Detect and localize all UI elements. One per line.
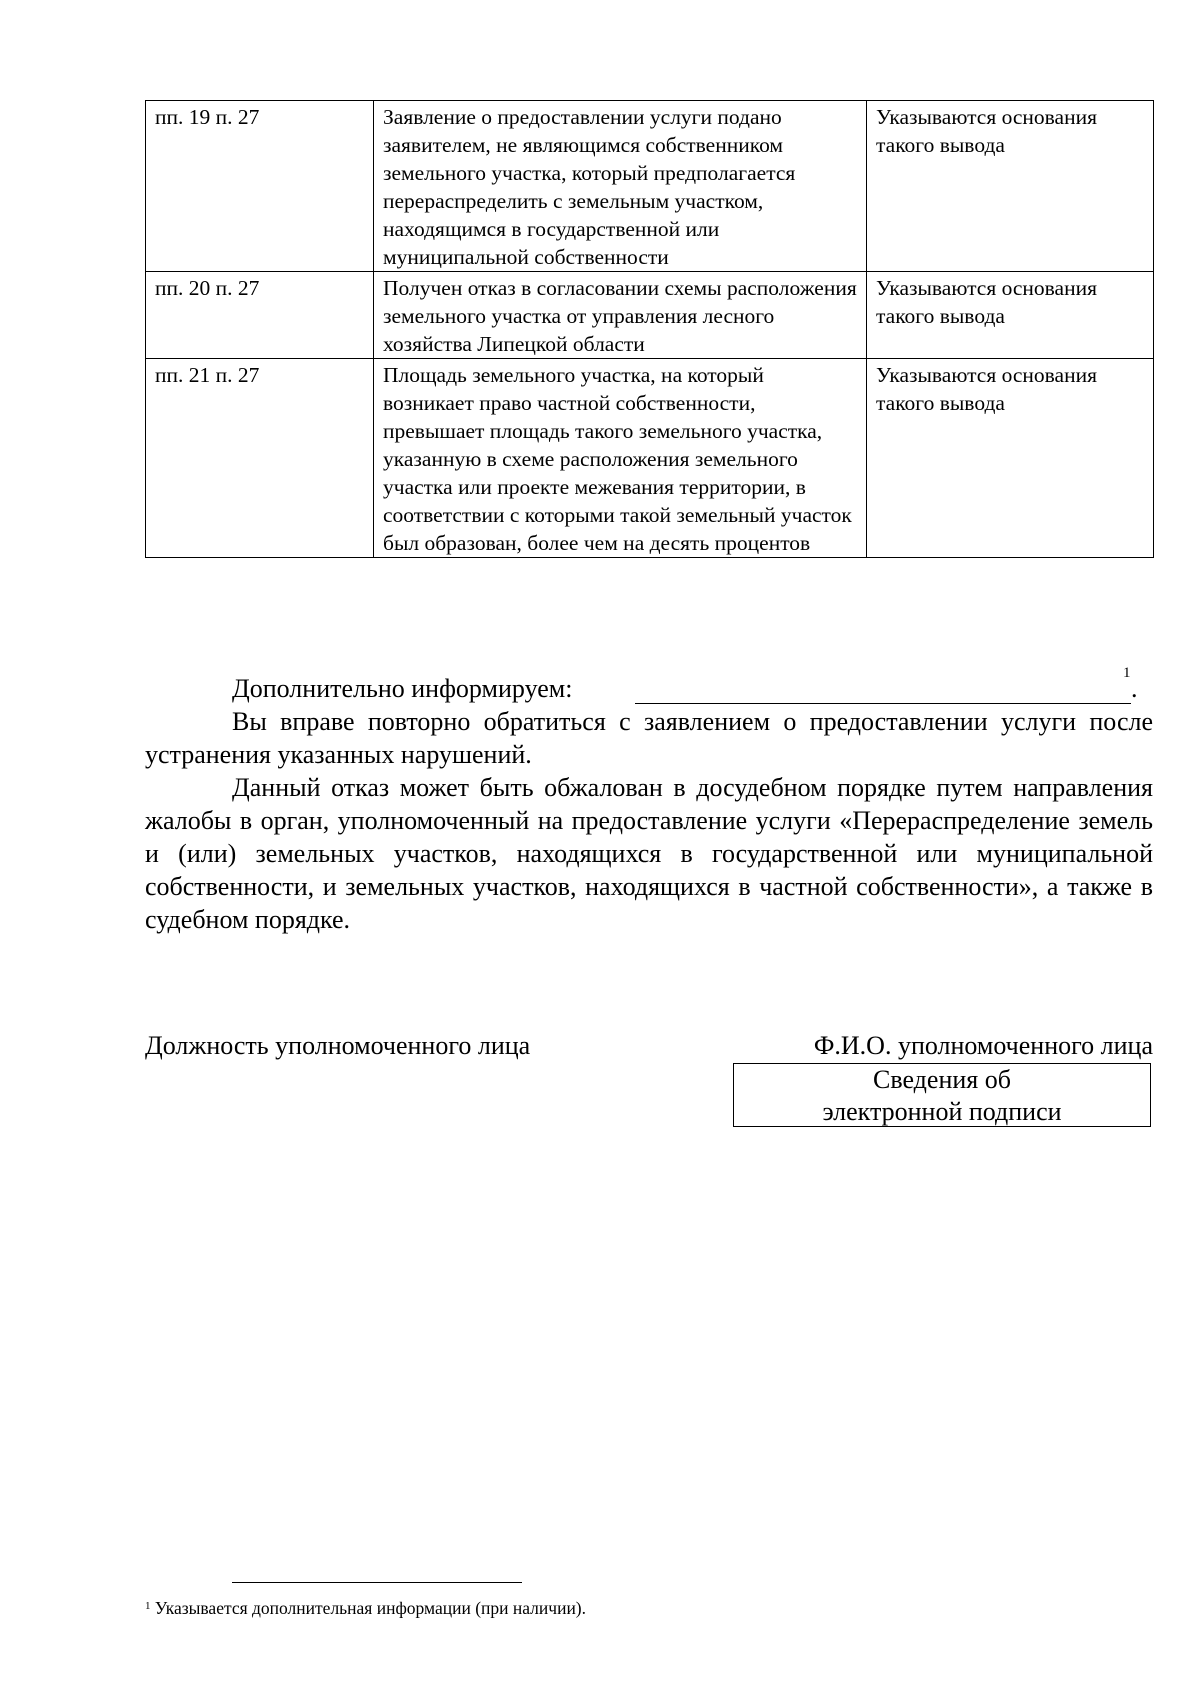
clause-cell: пп. 21 п. 27 xyxy=(146,359,374,558)
table-row xyxy=(146,272,1154,359)
refusal-grounds-table xyxy=(145,100,1154,558)
clause-cell: пп. 19 п. 27 xyxy=(146,101,374,272)
explanation-cell: Указываются основания такого вывода xyxy=(867,101,1154,272)
electronic-signature-box xyxy=(733,1063,1151,1127)
reason-cell: Площадь земельного участка, на который возникает право частной собственности, превышает площадь такого земельного участка, указанную в схеме расположения земельного участка или проекте межевания территории, в соответствии с которыми такой земельный участок был образован, более чем на десять процентов xyxy=(374,359,867,558)
reapply-paragraph: Вы вправе повторно обратиться с заявлением о предоставлении услуги после устранения указанных нарушений. xyxy=(145,707,1153,769)
appeal-paragraph: Данный отказ может быть обжалован в досудебном порядке путем направления жалобы в орган, уполномоченный на предоставление услуги «Перераспределение земель и (или) земельных участков, находящихся в государственной или муниципальной собственности, и земельных участков, находящихся в частной собственности», а также в судебном порядке. xyxy=(145,773,1153,934)
esign-line-2: электронной подписи xyxy=(822,1097,1062,1126)
additional-info-label: Дополнительно информируем: xyxy=(232,674,573,703)
table-row xyxy=(146,359,1154,558)
footnote-text: Указывается дополнительная информации (при наличии). xyxy=(154,1598,587,1618)
clause-cell: пп. 20 п. 27 xyxy=(146,272,374,359)
footnote-number: 1 xyxy=(145,1600,151,1612)
additional-info-line xyxy=(145,665,1153,705)
additional-info-period: . xyxy=(1131,674,1138,703)
explanation-cell: Указываются основания такого вывода xyxy=(867,359,1154,558)
additional-info-blank-field xyxy=(635,703,1131,704)
footnote-separator xyxy=(232,1582,522,1583)
reason-cell: Заявление о предоставлении услуги подано заявителем, не являющимся собственником земельного участка, который предполагается перераспределить с земельным участком, находящимся в государственной или муниципальной собственности xyxy=(374,101,867,272)
footnote-reference: 1 xyxy=(1123,665,1131,681)
esign-line-1: Сведения об xyxy=(873,1065,1011,1094)
table-row xyxy=(146,101,1154,272)
signatory-position-label: Должность уполномоченного лица xyxy=(145,1031,531,1060)
signatory-name-label: Ф.И.О. уполномоченного лица xyxy=(813,1031,1153,1060)
reason-cell: Получен отказ в согласовании схемы расположения земельного участка от управления лесного хозяйства Липецкой области xyxy=(374,272,867,359)
explanation-cell: Указываются основания такого вывода xyxy=(867,272,1154,359)
footnote xyxy=(145,1597,586,1619)
